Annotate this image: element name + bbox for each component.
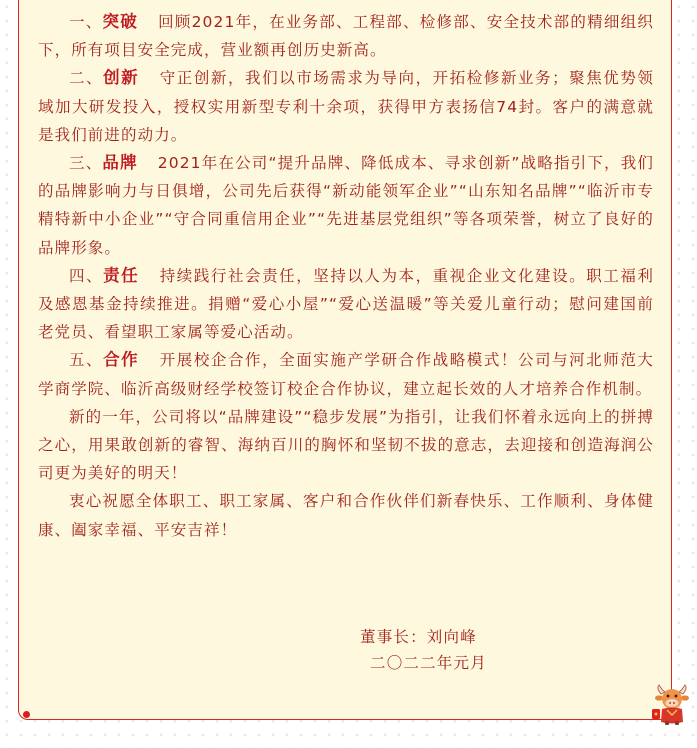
cartoon-ox-icon (650, 682, 694, 726)
paragraph-brand (38, 149, 654, 262)
section-keyword: 突破 (102, 12, 138, 31)
paragraph-cooperation (38, 346, 654, 402)
section-number: 四、 (69, 266, 104, 285)
paragraph-wishes: 衷心祝愿全体职工、职工家属、客户和合作伙伴们新春快乐、工作顺利、身体健康、阖家幸福、平安吉祥！ (38, 492, 654, 539)
section-keyword: 责任 (103, 265, 140, 285)
paragraph-responsibility (38, 262, 654, 347)
section-text: 2021年在公司“提升品牌、降低成本、寻求创新”战略指引下，我们的品牌影响力与日俱增，公司先后获得“新动能领军企业”“山东知名品牌”“临沂市专精特新中小企业”“守合同重信用企业”“先进基层党组织”等各项荣誉，树立了良好的品牌形象。 (38, 154, 655, 257)
section-text: 持续践行社会责任，坚持以人为本，重视企业文化建设。职工福利及感恩基金持续推进。捐赠“爱心小屋”“爱心送温暖”等关爱儿童行动；慰问建国前老党员、看望职工家属等爱心活动。 (38, 266, 654, 342)
red-dot-icon (23, 711, 30, 718)
section-number: 二、 (69, 69, 104, 88)
paragraph-innovation (38, 64, 654, 149)
paragraph-new-year: 新的一年，公司将以“品牌建设”“稳步发展”为指引，让我们怀着永远向上的拼搏之心，用果敢创新的睿智、海纳百川的胸怀和坚韧不拔的意志，去迎接和创造海润公司更为美好的明天！ (38, 407, 654, 483)
section-number: 五、 (69, 351, 104, 370)
signature-block (360, 624, 487, 676)
section-text: 开展校企合作，全面实施产学研合作战略模式！公司与河北师范大学商学院、临沂高级财经学校签订校企合作协议，建立起长效的人才培养合作机制。 (38, 351, 654, 398)
section-keyword: 创新 (103, 68, 140, 88)
letter-date: 二〇二二年元月 (370, 654, 487, 672)
signature-name: 董事长：刘向峰 (360, 628, 477, 646)
section-keyword: 合作 (103, 350, 140, 370)
section-number: 三、 (69, 154, 103, 173)
section-number: 一、 (69, 13, 103, 31)
paragraph-breakthrough (38, 8, 654, 64)
section-text: 回顾2021年，在业务部、工程部、检修部、安全技术部的精细组织下，所有项目安全完成，营业额再创历史新高。 (38, 13, 654, 60)
section-text: 守正创新，我们以市场需求为导向，开拓检修新业务；聚焦优势领域加大研发投入，授权实用新型专利十余项，获得甲方表扬信74封。客户的满意就是我们前进的动力。 (38, 69, 654, 144)
section-keyword: 品牌 (102, 153, 138, 173)
letter-body (38, 8, 654, 544)
